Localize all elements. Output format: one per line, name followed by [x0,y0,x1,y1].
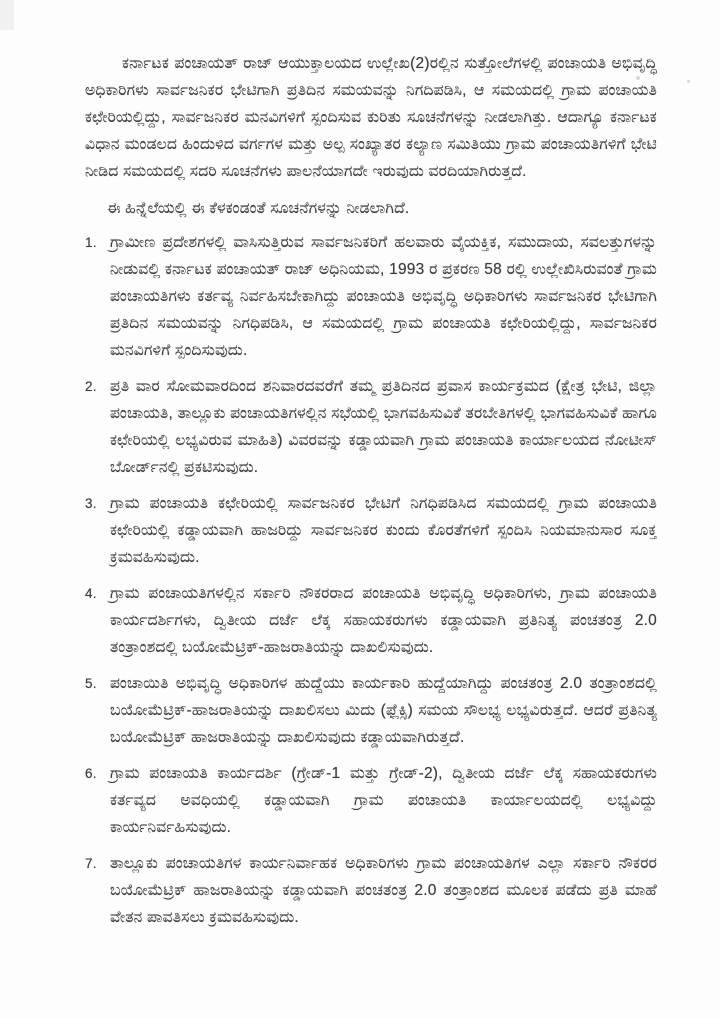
list-item-text: ಗ್ರಾಮ ಪಂಚಾಯತಿ ಕಛೇರಿಯಲ್ಲಿ ಸಾರ್ವಜನಿಕರ ಭೇಟಿಗೆ ನಿಗಧಿಪಡಿಸಿದ ಸಮಯದಲ್ಲಿ ಗ್ರಾಮ ಪಂಚಾಯತಿ ಕಛೇರಿಯಲ್ಲಿ ಕಡ್ಡಾಯವಾಗಿ ಹಾಜರಿದ್ದು ಸಾರ್ವಜನಿಕರ ಕುಂದು ಕೊರತೆಗಳಿಗೆ ಸ್ಪಂದಿಸಿ ನಿಯಮಾನುಸಾರ ಸೂಕ್ತ ಕ್ರಮವಹಿಸುವುದು. [110,495,657,566]
list-item [85,373,657,481]
list-item-text: ಗ್ರಾಮೀಣ ಪ್ರದೇಶಗಳಲ್ಲಿ ವಾಸಿಸುತ್ತಿರುವ ಸಾರ್ವಜನಿಕರಿಗೆ ಹಲವಾರು ವೈಯಕ್ತಿಕ, ಸಮುದಾಯ, ಸವಲತ್ತುಗಳನ್ನು ನೀಡುವಲ್ಲಿ ಕರ್ನಾಟಕ ಪಂಚಾಯತ್ ರಾಜ್ ಅಧಿನಿಯಮ, 1993 ರ ಪ್ರಕರಣ 58 ರಲ್ಲಿ ಉಲ್ಲೇಖಿಸಿರುವಂತೆ ಗ್ರಾಮ ಪಂಚಾಯತಿಗಳು ಕರ್ತವ್ಯ ನಿರ್ವಹಿಸಬೇಕಾಗಿದ್ದು ಪಂಚಾಯತಿ ಅಭಿವೃದ್ಧಿ ಅಧಿಕಾರಿಗಳು ಸಾರ್ವಜನಿಕರ ಭೇಟಿಗಾಗಿ ಪ್ರತಿದಿನ ಸಮಯವನ್ನು ನಿಗಧಿಪಡಿಸಿ, ಆ ಸಮಯದಲ್ಲಿ ಗ್ರಾಮ ಪಂಚಾಯತಿ ಕಛೇರಿಯಲ್ಲಿದ್ದು, ಸಾರ್ವಜನಿಕರ ಮನವಿಗಳಿಗೆ ಸ್ಪಂದಿಸುವುದು. [110,234,657,359]
list-item-text: ಪ್ರತಿ ವಾರ ಸೋಮವಾರದಿಂದ ಶನಿವಾರದವರೆಗೆ ತಮ್ಮ ಪ್ರತಿದಿನದ ಪ್ರವಾಸ ಕಾರ್ಯಕ್ರಮದ (ಕ್ಷೇತ್ರ ಭೇಟಿ, ಜಿಲ್ಲಾ ಪಂಚಾಯತಿ, ತಾಲ್ಲೂಕು ಪಂಚಾಯತಿಗಳಲ್ಲಿನ ಸಭೆಯಲ್ಲಿ ಭಾಗವಹಿಸುವಿಕೆ ತರಬೇತಿಗಳಲ್ಲಿ ಭಾಗವಹಿಸುವಿಕೆ ಹಾಗೂ ಕಛೇರಿಯಲ್ಲಿ ಲಭ್ಯವಿರುವ ಮಾಹಿತಿ) ವಿವರವನ್ನು ಕಡ್ಡಾಯವಾಗಿ ಗ್ರಾಮ ಪಂಚಾಯತಿ ಕಾರ್ಯಾಲಯದ ನೋಟೀಸ್ ಬೋರ್ಡ್‌ನಲ್ಲಿ ಪ್ರಕಟಿಸುವುದು. [110,378,657,476]
scan-artifact-speck [687,80,690,83]
list-item-number: 1. [85,235,97,250]
list-item [85,229,657,364]
list-item-number: 7. [85,856,97,871]
list-item [85,760,657,841]
list-item [85,850,657,931]
list-item-number: 4. [85,586,97,601]
list-item-number: 5. [85,676,97,691]
list-item [85,580,657,661]
instruction-list [85,229,657,931]
list-item-number: 3. [85,496,97,511]
list-item-text: ಪಂಚಾಯಿತಿ ಅಭಿವೃದ್ಧಿ ಅಧಿಕಾರಿಗಳ ಹುದ್ದೆಯು ಕಾರ್ಯಕಾರಿ ಹುದ್ದೆಯಾಗಿದ್ದು ಪಂಚತಂತ್ರ 2.0 ತಂತ್ರಾಂಶದಲ್ಲಿ ಬಯೋಮೆಟ್ರಿಕ್-ಹಾಜರಾತಿಯನ್ನು ದಾಖಲಿಸಲು ಮಿದು (ಫ್ಲೆಕ್ಸಿ) ಸಮಯ ಸೌಲಭ್ಯ ಲಭ್ಯವಿರುತ್ತದೆ. ಆದರೆ ಪ್ರತಿನಿತ್ಯ ಬಯೋಮೆಟ್ರಿಕ್ ಹಾಜರಾತಿಯನ್ನು ದಾಖಲಿಸುವುದು ಕಡ್ಡಾಯವಾಗಿರುತ್ತದೆ. [110,675,657,746]
paragraph-opening: ಕರ್ನಾಟಕ ಪಂಚಾಯತ್ ರಾಜ್ ಆಯುಕ್ತಾಲಯದ ಉಲ್ಲೇಖ(2)ರಲ್ಲಿನ ಸುತ್ತೋಲೆಗಳಲ್ಲಿ ಪಂಚಾಯತಿ ಅಭಿವೃದ್ಧಿ ಅಧಿಕಾರಿಗಳು ಸಾರ್ವಜನಿಕರ ಭೇಟಿಗಾಗಿ ಪ್ರತಿದಿನ ಸಮಯವನ್ನು ನಿಗದಿಪಡಿಸಿ, ಆ ಸಮಯದಲ್ಲಿ ಗ್ರಾಮ ಪಂಚಾಯತಿ ಕಛೇರಿಯಲ್ಲಿದ್ದು, ಸಾರ್ವಜನಿಕರ ಮನವಿಗಳಿಗೆ ಸ್ಪಂದಿಸುವ ಕುರಿತು ಸೂಚನೆಗಳನ್ನು ನೀಡಲಾಗಿತ್ತು. ಆದಾಗ್ಯೂ ಕರ್ನಾಟಕ ವಿಧಾನ ಮಂಡಲದ ಹಿಂದುಳಿದ ವರ್ಗಗಳ ಮತ್ತು ಅಲ್ಪ ಸಂಖ್ಯಾತರ ಕಲ್ಯಾಣ ಸಮಿತಿಯು ಗ್ರಾಮ ಪಂಚಾಯತಿಗಳಿಗೆ ಭೇಟಿ ನೀಡಿದ ಸಮಯದಲ್ಲಿ ಸದರಿ ಸೂಚನೆಗಳು ಪಾಲನೆಯಾಗದೇ ಇರುವುದು ವರದಿಯಾಗಿರುತ್ತದೆ. [85,55,657,180]
list-item-text: ಗ್ರಾಮ ಪಂಚಾಯತಿಗಳಲ್ಲಿನ ಸರ್ಕಾರಿ ನೌಕರರಾದ ಪಂಚಾಯತಿ ಅಭಿವೃದ್ಧಿ ಅಧಿಕಾರಿಗಳು, ಗ್ರಾಮ ಪಂಚಾಯತಿ ಕಾರ್ಯದರ್ಶಿಗಳು, ದ್ವಿತೀಯ ದರ್ಜೆ ಲೆಕ್ಕ ಸಹಾಯಕರುಗಳು ಕಡ್ಡಾಯವಾಗಿ ಪ್ರತಿನಿತ್ಯ ಪಂಚತಂತ್ರ 2.0 ತಂತ್ರಾಂಶದಲ್ಲಿ ಬಯೋಮೆಟ್ರಿಕ್-ಹಾಜರಾತಿಯನ್ನು ದಾಖಲಿಸುವುದು. [110,585,657,656]
list-item [85,670,657,751]
paragraph-instructions-intro: ಈ ಹಿನ್ನೆಲೆಯಲ್ಲಿ ಈ ಕೆಳಕಂಡಂತೆ ಸೂಚನೆಗಳನ್ನು ನೀಡಲಾಗಿದೆ. [107,200,410,217]
scan-artifact-corner [0,0,14,30]
list-item-text: ತಾಲ್ಲೂಕು ಪಂಚಾಯತಿಗಳ ಕಾರ್ಯನಿರ್ವಾಹಕ ಅಧಿಕಾರಿಗಳು ಗ್ರಾಮ ಪಂಚಾಯತಿಗಳ ಎಲ್ಲಾ ಸರ್ಕಾರಿ ನೌಕರರ ಬಯೋಮೆಟ್ರಿಕ್ ಹಾಜರಾತಿಯನ್ನು ಕಡ್ಡಾಯವಾಗಿ ಪಂಚತಂತ್ರ 2.0 ತಂತ್ರಾಂಶದ ಮೂಲಕ ಪಡೆದು ಪ್ರತಿ ಮಾಹೆ ವೇತನ ಪಾವತಿಸಲು ಕ್ರಮವಹಿಸುವುದು. [110,855,657,926]
list-item-number: 2. [85,379,97,394]
list-item [85,490,657,571]
document-body [85,50,657,940]
list-item-number: 6. [85,766,97,781]
list-item-text: ಗ್ರಾಮ ಪಂಚಾಯತಿ ಕಾರ್ಯದರ್ಶಿ (ಗ್ರೇಡ್-1 ಮತ್ತು ಗ್ರೇಡ್-2), ದ್ವಿತೀಯ ದರ್ಜೆ ಲೆಕ್ಕ ಸಹಾಯಕರುಗಳು ಕರ್ತವ್ಯದ ಅವಧಿಯಲ್ಲಿ ಕಡ್ಡಾಯವಾಗಿ ಗ್ರಾಮ ಪಂಚಾಯತಿ ಕಾರ್ಯಾಲಯದಲ್ಲಿ ಲಭ್ಯವಿದ್ದು ಕಾರ್ಯನಿರ್ವಹಿಸುವುದು. [110,765,657,836]
